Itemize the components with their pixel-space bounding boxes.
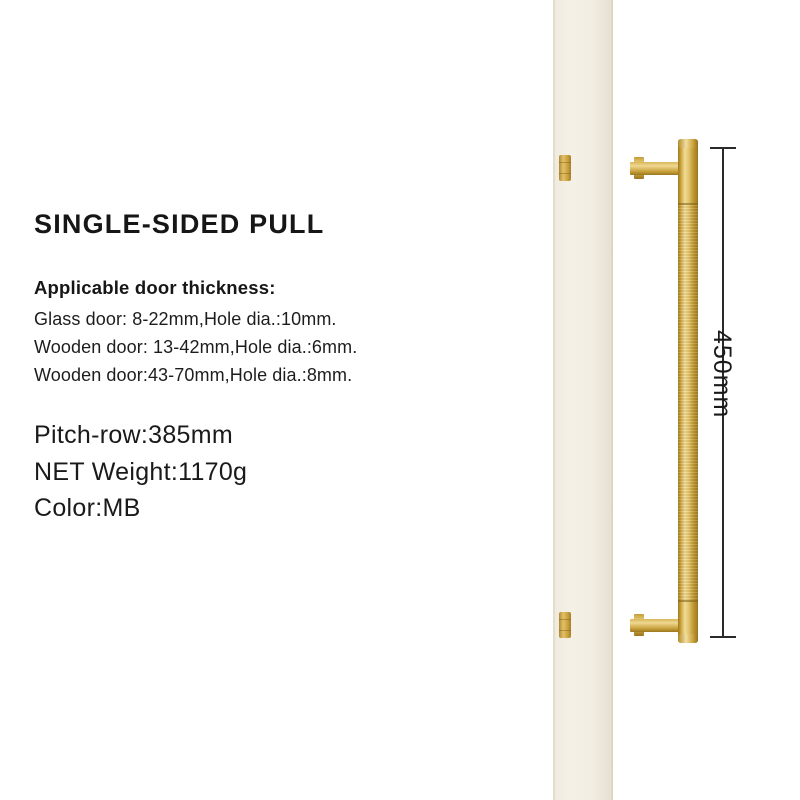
spec-text-panel: [34, 210, 554, 526]
door-panel: [553, 0, 613, 800]
handle-bar-cap-top: [678, 139, 698, 148]
rosette-groove-icon: [559, 173, 571, 174]
door-thickness-heading: Applicable door thickness:: [34, 276, 276, 298]
rosette-groove-icon: [559, 630, 571, 631]
dimension-tick-top: [710, 147, 736, 149]
mounting-rosette-top: [559, 155, 571, 181]
rosette-groove-icon: [559, 162, 571, 163]
handle-bar-cap-bottom: [678, 634, 698, 643]
product-title: SINGLE-SIDED PULL: [34, 209, 325, 239]
dimension-label: 450mm: [708, 330, 736, 419]
summary-block: [34, 417, 554, 526]
spec-line-wooden-door-thick: Wooden door:43-70mm,Hole dia.:8mm.: [34, 364, 353, 385]
handle-bar-seam-bottom: [678, 600, 698, 602]
summary-color: Color:MB: [34, 493, 141, 522]
spec-line-wooden-door-thin: Wooden door: 13-42mm,Hole dia.:6mm.: [34, 336, 358, 357]
spec-line-glass-door: Glass door: 8-22mm,Hole dia.:10mm.: [34, 308, 337, 329]
summary-net-weight: NET Weight:1170g: [34, 457, 248, 486]
handle-bar-seam-top: [678, 203, 698, 205]
mounting-rosette-bottom: [559, 612, 571, 638]
dimension-tick-bottom: [710, 636, 736, 638]
rosette-groove-icon: [559, 619, 571, 620]
summary-pitch-row: Pitch-row:385mm: [34, 421, 233, 450]
pull-handle-assembly: [612, 0, 722, 800]
handle-bar-knurling: [678, 205, 698, 600]
